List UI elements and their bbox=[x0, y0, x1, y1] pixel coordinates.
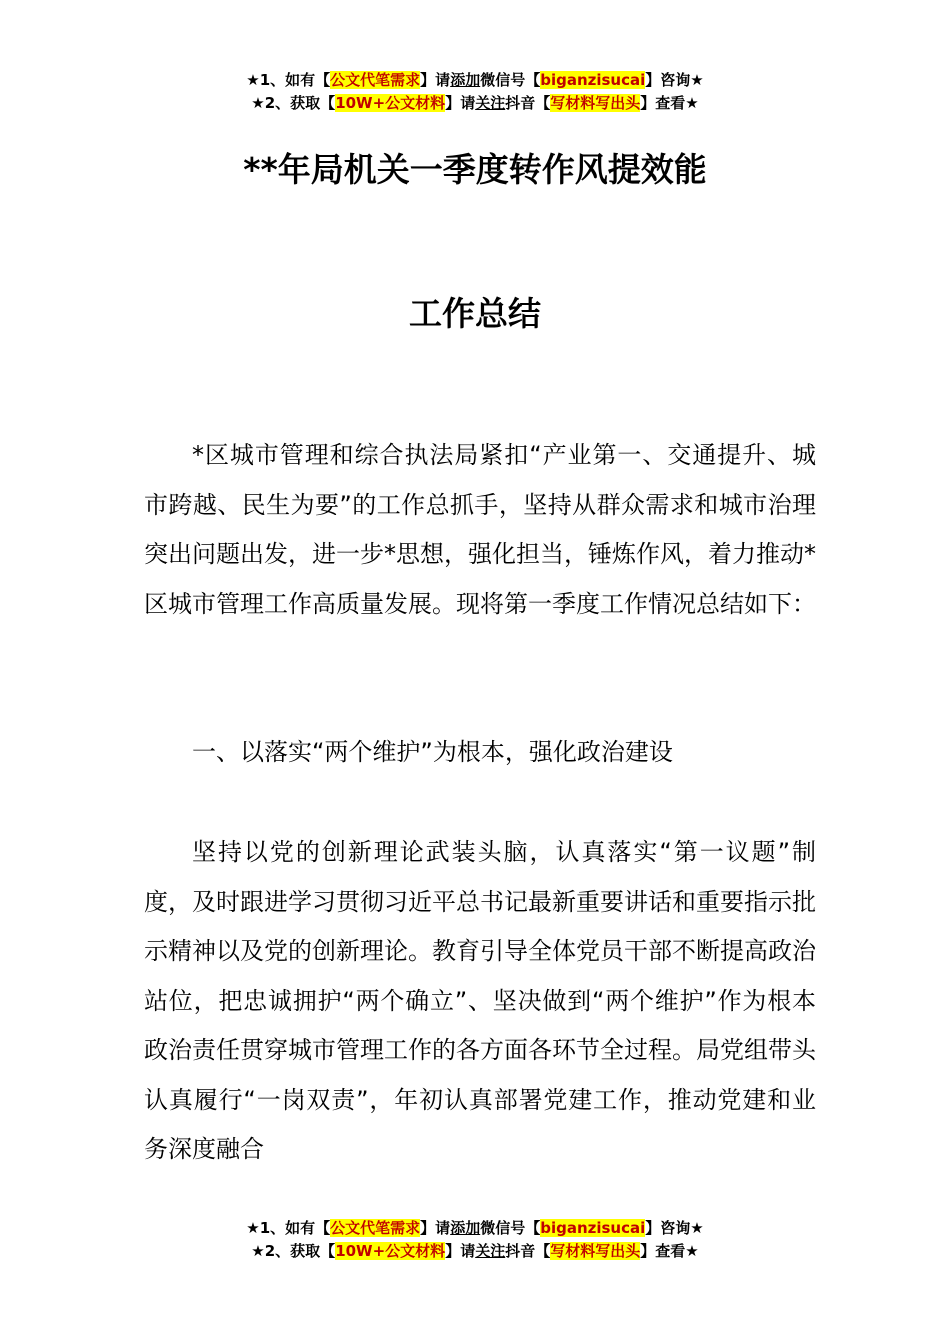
body-paragraph-1: 坚持以党的创新理论武装头脑，认真落实“第一议题”制度，及时跟进学习贯彻习近平总书记最新重要讲话和重要指示批示精神以及党的创新理论。教育引导全体党员干部不断提高政治站位，把忠诚拥护“两个确立”、坚决做到“两个维护”作为根本政治责任贯穿城市管理工作的各方面各环节全过程。局党组带头认真履行“一岗双责”，年初认真部署党建工作，推动党建和业务深度融合 bbox=[144, 838, 816, 1163]
banner-line-2: ★2、获取【10W+公文材料】请关注抖音【写材料写出头】查看★ bbox=[251, 94, 699, 112]
document-title-line-2: 工作总结 bbox=[409, 294, 541, 333]
section-heading-1: 一、以落实“两个维护”为根本，强化政治建设 bbox=[192, 738, 673, 766]
highlight-service: 公文代笔需求 bbox=[330, 1219, 421, 1237]
highlight-service: 公文代笔需求 bbox=[330, 71, 421, 89]
banner-line-1: ★1、如有【公文代笔需求】请添加微信号【biganzisucai】咨询★ bbox=[246, 1219, 704, 1237]
banner-line-1: ★1、如有【公文代笔需求】请添加微信号【biganzisucai】咨询★ bbox=[246, 71, 704, 89]
highlight-wechat-id: biganzisucai bbox=[540, 71, 646, 89]
highlight-materials: 10W+公文材料 bbox=[335, 94, 446, 112]
highlight-douyin: 写材料写出头 bbox=[550, 1242, 641, 1260]
banner-line-2: ★2、获取【10W+公文材料】请关注抖音【写材料写出头】查看★ bbox=[251, 1242, 699, 1260]
footer-banner bbox=[0, 1217, 950, 1263]
highlight-wechat-id: biganzisucai bbox=[540, 1219, 646, 1237]
document-title-line-1: **年局机关一季度转作风提效能 bbox=[243, 150, 707, 189]
header-banner bbox=[0, 69, 950, 115]
highlight-materials: 10W+公文材料 bbox=[335, 1242, 446, 1260]
intro-paragraph: *区城市管理和综合执法局紧扣“产业第一、交通提升、城市跨越、民生为要”的工作总抓手，坚持从群众需求和城市治理突出问题出发，进一步*思想，强化担当，锤炼作风，着力推动*区城市管理工作高质量发展。现将第一季度工作情况总结如下： bbox=[144, 441, 816, 618]
highlight-douyin: 写材料写出头 bbox=[550, 94, 641, 112]
